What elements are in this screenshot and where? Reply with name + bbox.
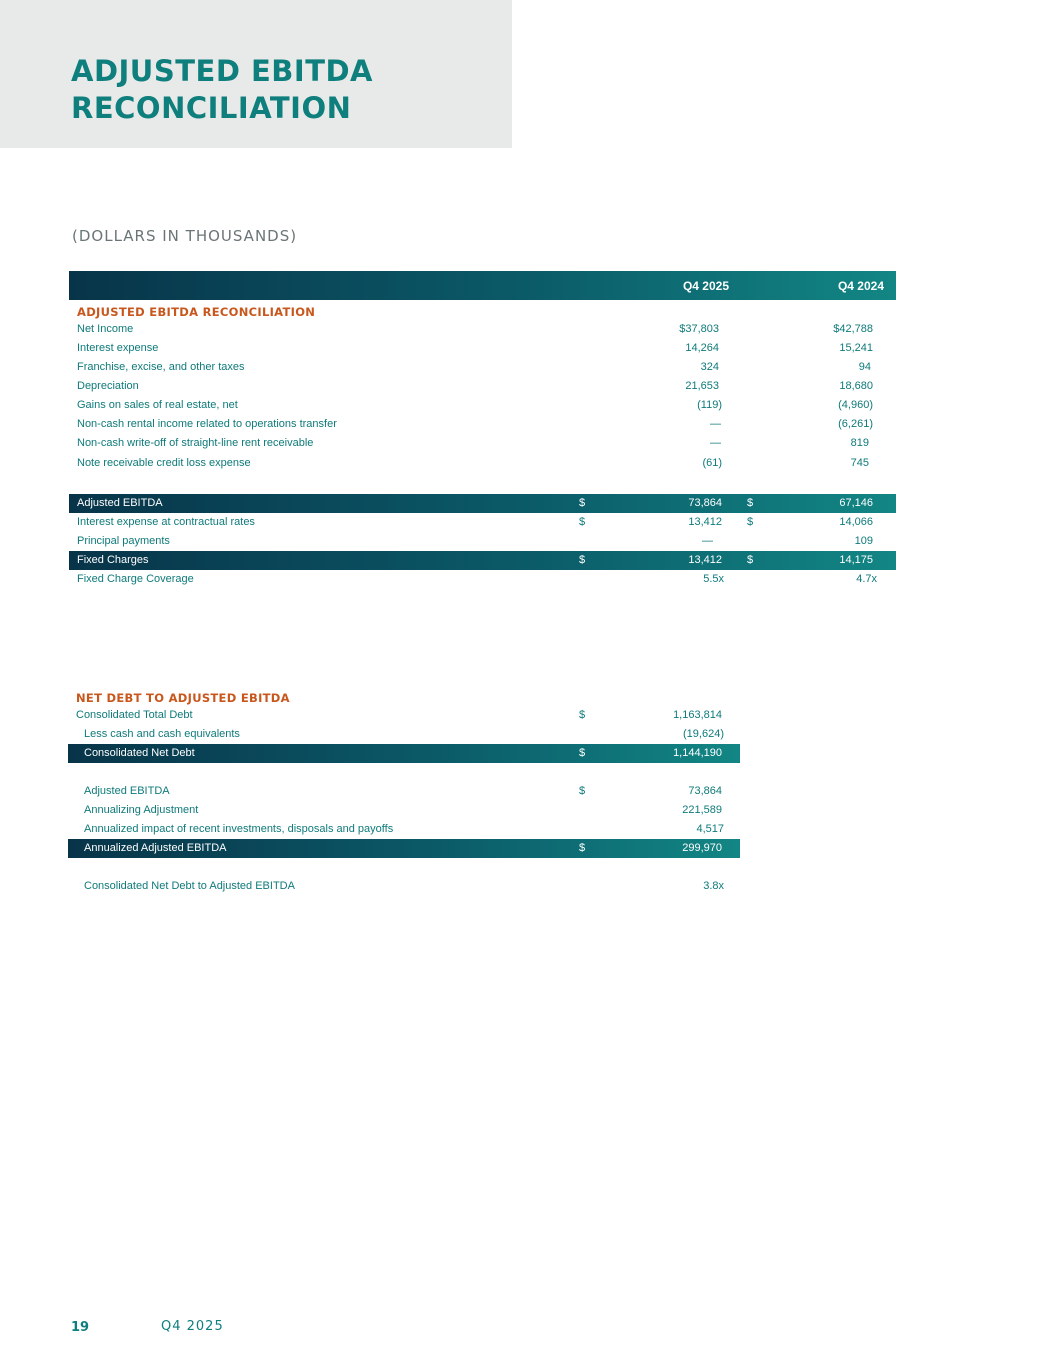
row-label: Adjusted EBITDA [84, 785, 170, 797]
value-q4-2025: 5.5x [703, 573, 724, 585]
row-value: 221,589 [682, 804, 722, 816]
value-q4-2024: 67,146 [839, 497, 873, 509]
currency-symbol: $ [579, 497, 586, 509]
row-label: Consolidated Net Debt to Adjusted EBITDA [84, 880, 295, 892]
value-q4-2025: 21,653 [685, 380, 719, 392]
footer-period: Q4 2025 [161, 1319, 224, 1334]
row-value: 1,144,190 [673, 747, 722, 759]
table-row [68, 877, 740, 896]
value-q4-2025: — [702, 535, 713, 547]
table-row [68, 706, 740, 725]
table-row-highlight [68, 839, 740, 858]
table-row [69, 396, 896, 415]
value-q4-2025: 73,864 [688, 497, 722, 509]
value-q4-2024: 14,175 [839, 554, 873, 566]
row-label: Fixed Charge Coverage [77, 573, 194, 585]
row-label: Consolidated Net Debt [84, 747, 195, 759]
value-q4-2024: 15,241 [839, 342, 873, 354]
row-label: Franchise, excise, and other taxes [77, 361, 245, 373]
currency-symbol: $ [747, 516, 754, 528]
table-row [69, 320, 896, 339]
value-q4-2024: 94 [858, 361, 871, 373]
value-q4-2024: 109 [854, 535, 873, 547]
value-q4-2025: 13,412 [688, 516, 722, 528]
currency-symbol: $ [579, 747, 586, 759]
ebitda-table [69, 271, 896, 300]
currency-symbol: $ [579, 554, 586, 566]
row-label: Annualizing Adjustment [84, 804, 199, 816]
row-value: 4,517 [696, 823, 724, 835]
value-q4-2024: 4.7x [856, 573, 877, 585]
section-title-ebitda-reconciliation: ADJUSTED EBITDA RECONCILIATION [77, 305, 316, 319]
table-header-row [69, 271, 896, 300]
row-label: Non-cash write-off of straight-line rent receivable [77, 437, 314, 449]
table-row [69, 454, 896, 473]
value-q4-2025: $37,803 [679, 323, 719, 335]
table-row [68, 725, 740, 744]
title-block [0, 0, 512, 148]
table-row [69, 339, 896, 358]
row-value: 1,163,814 [673, 709, 722, 721]
row-label: Note receivable credit loss expense [77, 457, 251, 469]
row-value: 73,864 [688, 785, 722, 797]
table-row [69, 513, 896, 532]
row-value: 3.8x [703, 880, 724, 892]
row-label: Fixed Charges [77, 554, 149, 566]
row-label: Net Income [77, 323, 134, 335]
page-title [71, 53, 373, 127]
value-q4-2024: (4,960) [838, 399, 873, 411]
units-subtitle: (DOLLARS IN THOUSANDS) [72, 227, 298, 245]
table-row [69, 570, 896, 589]
table-row [69, 532, 896, 551]
table-row [69, 415, 896, 434]
row-label: Non-cash rental income related to operations transfer [77, 418, 337, 430]
currency-symbol: $ [579, 842, 586, 854]
row-label: Principal payments [77, 535, 170, 547]
value-q4-2025: 14,264 [685, 342, 719, 354]
table-row-highlight [69, 494, 896, 513]
row-value: (19,624) [683, 728, 724, 740]
table-row-highlight [68, 744, 740, 763]
table-row [69, 434, 896, 453]
row-label: Less cash and cash equivalents [84, 728, 240, 740]
section-title-net-debt: NET DEBT TO ADJUSTED EBITDA [76, 691, 290, 705]
row-label: Annualized Adjusted EBITDA [84, 842, 227, 854]
currency-symbol: $ [747, 497, 754, 509]
value-q4-2025: 13,412 [688, 554, 722, 566]
row-value: 299,970 [682, 842, 722, 854]
currency-symbol: $ [579, 785, 586, 797]
row-label: Consolidated Total Debt [76, 709, 193, 721]
table-row [69, 358, 896, 377]
currency-symbol: $ [579, 709, 586, 721]
table-row [68, 801, 740, 820]
table-row [68, 820, 740, 839]
value-q4-2024: 18,680 [839, 380, 873, 392]
table-row [68, 782, 740, 801]
table-row [69, 377, 896, 396]
value-q4-2025: 324 [700, 361, 719, 373]
row-label: Depreciation [77, 380, 139, 392]
row-label: Interest expense at contractual rates [77, 516, 255, 528]
row-label: Annualized impact of recent investments, disposals and payoffs [84, 823, 394, 835]
value-q4-2024: (6,261) [838, 418, 873, 430]
page-number: 19 [71, 1320, 90, 1335]
value-q4-2024: 745 [850, 457, 869, 469]
page-title-line1: ADJUSTED EBITDA [71, 54, 374, 88]
value-q4-2025: — [710, 418, 721, 430]
value-q4-2025: (119) [697, 399, 722, 411]
table-row-highlight [69, 551, 896, 570]
row-label: Adjusted EBITDA [77, 497, 163, 509]
column-header-q4-2025: Q4 2025 [682, 279, 729, 293]
value-q4-2024: $42,788 [833, 323, 873, 335]
value-q4-2025: — [710, 437, 721, 449]
page-title-line2: RECONCILIATION [71, 91, 352, 125]
value-q4-2024: 819 [850, 437, 869, 449]
currency-symbol: $ [579, 516, 586, 528]
currency-symbol: $ [747, 554, 754, 566]
row-label: Gains on sales of real estate, net [77, 399, 238, 411]
value-q4-2025: (61) [702, 457, 722, 469]
row-label: Interest expense [77, 342, 159, 354]
column-header-q4-2024: Q4 2024 [837, 279, 884, 293]
value-q4-2024: 14,066 [839, 516, 873, 528]
